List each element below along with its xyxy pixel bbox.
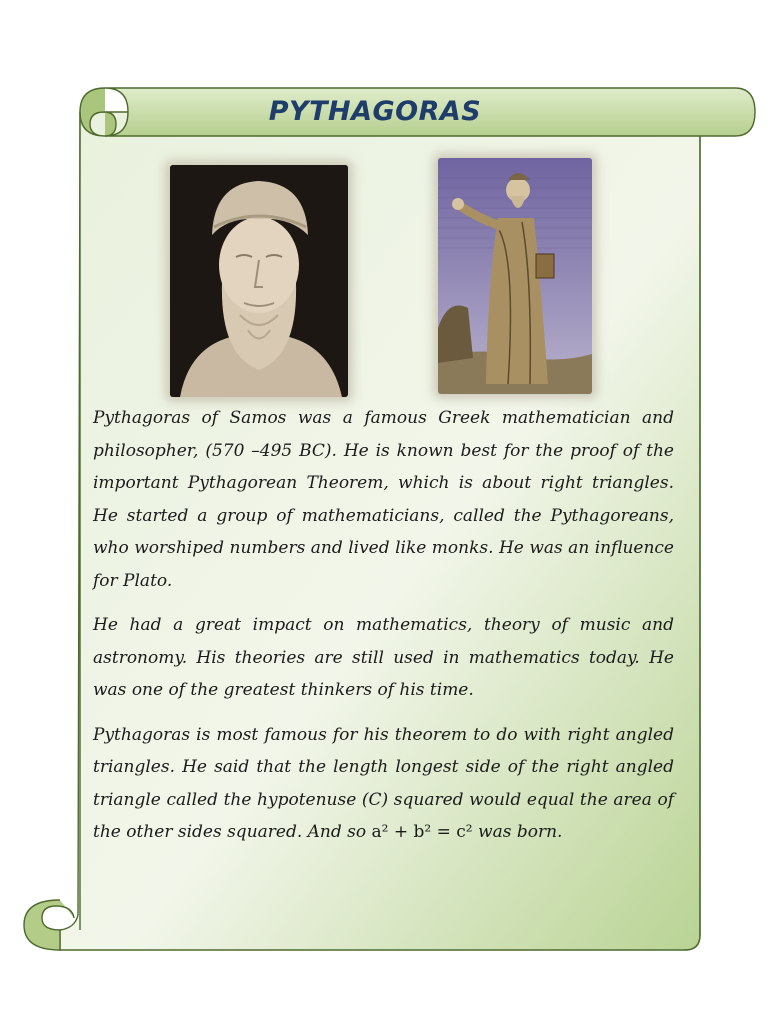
engraving-image [438,158,592,394]
page-title: PYTHAGORAS [268,96,482,127]
paragraph-theorem-text: Pythagoras is most famous for his theorem to do with right angled triangles. He said that the length longest side of the right angled triangle called the hypotenuse (C) squared would equal the area of the other sides squared. [93,724,674,842]
final-line-prefix: And so [307,822,372,842]
bust-image [170,165,348,397]
theorem-equation: a² + b² = c² [371,822,473,842]
paragraph-intro: Pythagoras of Samos was a famous Greek mathematician and philosopher, (570 –495 BC). He is known best for the proof of the important Pythagorean Theorem, which is about right triangles. He started a group of mathematicians, called the Pythagoreans, who worshiped numbers and lived like monks. He was an influence for Plato. [93,408,674,591]
final-line-suffix: was born. [472,822,563,842]
paragraph-theorem [93,719,674,849]
paragraph-impact: He had a great impact on mathematics, theory of music and astronomy. His theories are still used in mathematics today. He was one of the greatest thinkers of his time. [93,615,674,700]
biography-text [93,402,674,861]
